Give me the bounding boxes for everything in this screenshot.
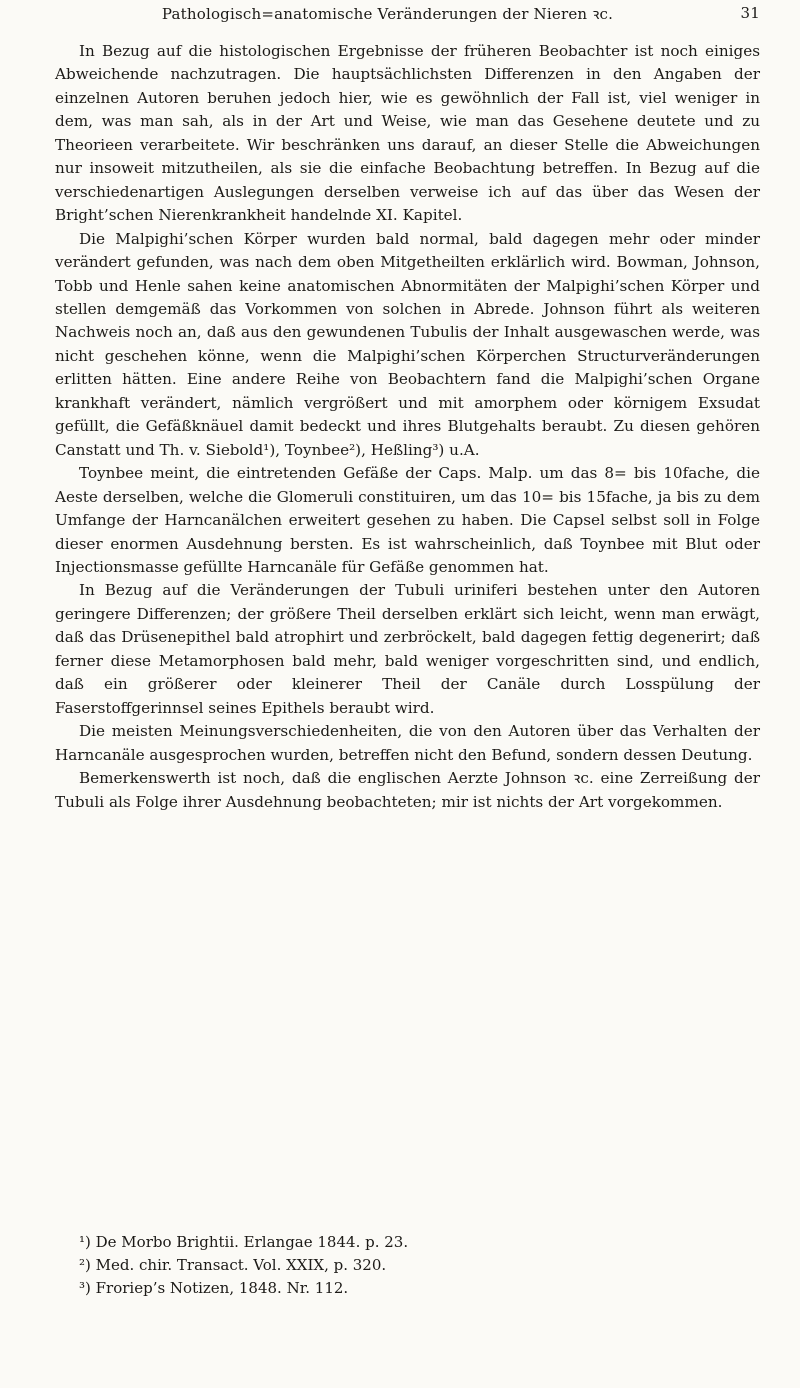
- body-text: [55, 40, 760, 814]
- paragraph: Bemerkenswerth ist noch, daß die englischen Aerzte Johnson ꝛc. eine Zerreißung der Tubuli als Folge ihrer Ausdehnung beobachteten; mir ist nichts der Art vorgekommen.: [55, 769, 760, 811]
- paragraph: Toynbee meint, die eintretenden Gefäße der Caps. Malp. um das 8= bis 10fache, die Aeste derselben, welche die Glomeruli constituiren, um das 10= bis 15fache, ja bis zu dem Umfange der Harncanälchen erweitert gesehen zu haben. Die Capsel selbst soll in Folge dieser enormen Ausdehnung bersten. Es ist wahrscheinlich, daß Toynbee mit Blut oder Injectionsmasse gefüllte Harncanäle für Gefäße genommen hat.: [55, 464, 760, 576]
- running-title: Pathologisch=anatomische Veränderungen der Nieren ꝛc.: [161, 5, 614, 23]
- paragraph: In Bezug auf die histologischen Ergebnisse der früheren Beobachter ist noch einiges Abweichende nachzutragen. Die hauptsächlichsten Differenzen in den Angaben der einzelnen Autoren beruhen jedoch hier, wie es gewöhnlich der Fall ist, viel weniger in dem, was man sah, als in der Art und Weise, wie man das Gesehene deutete und zu Theorieen verarbeitete. Wir beschränken uns darauf, an dieser Stelle die Abweichungen nur insoweit mitzutheilen, als sie die einfache Beobachtung betreffen. In Bezug auf die verschiedenartigen Auslegungen derselben verweise ich auf das über das Wesen der Bright’schen Nierenkrankheit handelnde XI. Kapitel.: [55, 42, 760, 225]
- footnote: ³) Froriep’s Notizen, 1848. Nr. 112.: [79, 1279, 349, 1297]
- page-number: 31: [740, 4, 760, 22]
- paragraph: Die Malpighi’schen Körper wurden bald normal, bald dagegen mehr oder minder verändert gefunden, was nach dem oben Mitgetheilten erklärlich wird. Bowman, Johnson, Tobb und Henle sahen keine anatomischen Abnormitäten der Malpighi’schen Körper und stellen demgemäß das Vorkommen von solchen in Abrede. Johnson führt als weiteren Nachweis noch an, daß aus den gewundenen Tubulis der Inhalt ausgewaschen werde, was nicht geschehen könne, wenn die Malpighi’schen Körperchen Structurveränderungen erlitten hätten. Eine andere Reihe von Beobachtern fand die Malpighi’schen Organe krankhaft verändert, nämlich vergrößert und mit amorphem oder körnigem Exsudat gefüllt, die Gefäßknäuel damit bedeckt und ihres Blutgehalts beraubt. Zu diesen gehören Canstatt und Th. v. Siebold¹), Toynbee²), Heßling³) u.A.: [55, 229, 760, 459]
- paragraph: In Bezug auf die Veränderungen der Tubuli uriniferi bestehen unter den Autoren geringere Differenzen; der größere Theil derselben erklärt sich leicht, wenn man erwägt, daß das Drüsenepithel bald atrophirt und zerbröckelt, bald dagegen fettig degenerirt; daß ferner diese Metamorphosen bald mehr, bald weniger vorgeschritten sind, und endlich, daß ein größerer oder kleinerer Theil der Canäle durch Losspülung der Faserstoffgerinnsel seines Epithels beraubt wird.: [55, 581, 760, 717]
- paragraph: Die meisten Meinungsverschiedenheiten, die von den Autoren über das Verhalten der Harncanäle ausgesprochen wurden, betreffen nicht den Befund, sondern dessen Deutung.: [55, 722, 760, 764]
- footnote: ²) Med. chir. Transact. Vol. XXIX, p. 320.: [79, 1256, 387, 1274]
- footnotes: [55, 1231, 760, 1300]
- footnote: ¹) De Morbo Brightii. Erlangae 1844. p. 23.: [79, 1233, 409, 1251]
- running-header: [55, 4, 760, 28]
